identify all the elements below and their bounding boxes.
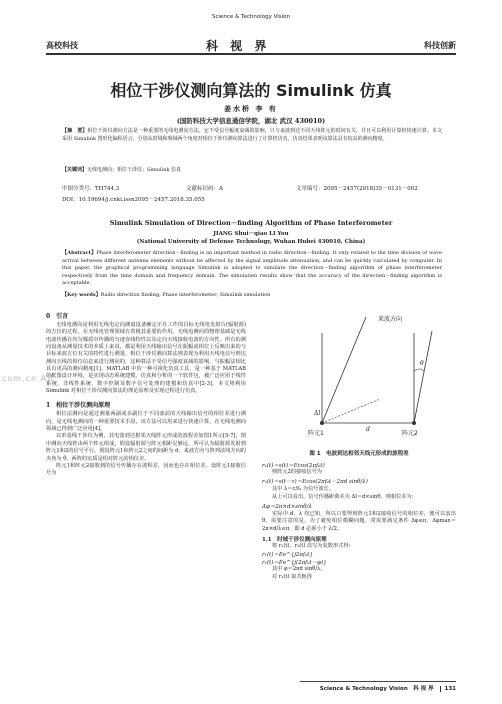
abstract-zh-text: 相位干涉仪测向方法是一种重要的无线电测向方法，它不受信号幅度衰减的影响，只与来波到达不同天线阵元的时间有关，并且可以利用计算机快速计算。本文采用 Simulink 图形化编程语言，分别从时域和频域两个角度对相位干涉仪测向算法进行了计算机仿真，仿真结果表明该算法具有较高的测向精度。 — [62, 128, 442, 142]
equation-3: Δφ＝2π×d×sinθ/λ — [262, 504, 312, 511]
english-title: Simulink Simulation of Direction－finding Algorithm of Phase Interferometer — [109, 219, 393, 227]
equation-1-note: 则阵元2的接收信号为 — [272, 469, 322, 475]
theta-label: θ — [420, 360, 424, 367]
subsection-1-1-heading: 1.1 时域干涉仪测向原理 — [262, 537, 327, 544]
section-0-heading: 0 引言 — [46, 313, 69, 320]
section-1-paragraph-3: 阵元1和阵元2接收到的信号传播存在波程差，因而也存在相位差。设阵元1接收信号为 — [46, 462, 246, 477]
figure-1-caption: 图 1 电波到达相邻天线元形成的波程差 — [309, 451, 409, 457]
incoming-direction-label: 来波方向 — [378, 316, 403, 323]
abstract-en — [62, 250, 442, 288]
keywords-en-text: Radio direction finding; Phase interferometer; Simulink simulation — [100, 292, 271, 298]
delta-l-label: Δl — [314, 410, 321, 417]
keywords-zh — [62, 167, 442, 175]
right-column — [262, 461, 456, 581]
header-center-label: 科 视 界 — [206, 39, 271, 53]
clc-number: 中图分类号：TH744.3 — [62, 186, 120, 192]
section-1-paragraph-1: 相位法测向是通过测量两副或多副位于不同波前的天线输出信号的相位差进行测向，是无线电测向的一种重要技术手段，该方法可以用来进行快速计算，在无线电测向领域已得到广泛应用[4]。 — [46, 411, 246, 433]
conjugate-paragraph: 对 r₁(t) 取共轭得 — [272, 573, 312, 580]
paper-authors: 姜水桥 李 有 — [224, 104, 278, 113]
time-domain-paragraph: 将 r₁(t)、r₂(t) 改写为复数形式得： — [272, 543, 354, 550]
header-right-label: 科技创新 — [424, 41, 456, 50]
page-number: 131 — [440, 686, 456, 692]
keywords-en-label: 【Key words】 — [62, 292, 101, 298]
english-authors: JIANG Shui－qiao LI You — [213, 231, 289, 237]
equation-2: r₂(t)＝s(t－τ)＝Ecos(2πf₀t－2πd sinθ/λ) — [262, 479, 368, 486]
antenna-1-label: 阵元1 — [308, 430, 324, 437]
footer — [320, 684, 456, 692]
left-column — [46, 311, 246, 478]
equation-5: r₂(t)＝Ee^{j(2πf₀t－φ)} — [262, 560, 327, 567]
keywords-zh-text: 无线电测向；相位干涉仪；Simulink 仿真 — [87, 167, 182, 173]
wave-ray-2 — [414, 331, 432, 423]
phi-definition: 其中 φ＝2πd sinθ/λ。 — [272, 566, 326, 573]
paper-affiliation: (国防科技大学信息通信学院，湖北 武汉 430010) — [176, 117, 326, 125]
header-left-label: 高校科技 — [46, 41, 78, 50]
antenna-2-label: 阵元2 — [402, 430, 418, 437]
antenna-1-marker — [320, 421, 324, 425]
article-number: 文章编号：2095－2457(2018)35－0131－002 — [296, 186, 418, 192]
theta-arc — [414, 369, 424, 371]
document-code: 文献标识码：A — [186, 186, 223, 192]
antenna-2-marker — [412, 421, 416, 425]
section-1-paragraph-2: 以单基线干涉仪为例，其电波到达相邻天线阵元形成的波程差如图1所示[5-7]，图中测向天线阵由两个阵元组成，假设辐射源与阵元相距足够远，所可认为辐射源发射到阵元1和2的信号平行。假设阵元1和阵元2之间的间距为 d，来波方向与阵列法线方向的夹角为 θ，两阵的实质是相对阵元的相位差。 — [46, 433, 246, 462]
footer-journal: Science & Technology Vision 科 视 界 — [319, 686, 434, 692]
figure-1-diagram — [262, 311, 456, 441]
solve-paragraph: 实际中 d、λ 均已知，所以只要得到阵元1和2接收信号的相位差，便可以求出 θ。需要注意的是，为了避免相位模糊问题，常需要满足条件 Δφ≤π，Δφmax＝2π×d/λ≤π，即 d 必须小于 λ/2。 — [262, 511, 456, 532]
footer-rule — [300, 681, 456, 682]
phase-paragraph: 从上可以看出，信号传播距离差为 Δl＝d×sinθ，则相位差为： — [272, 493, 417, 500]
section-0-paragraph: 无线电测向是利用无线电定向测量设备确定正在工作的目标无线电发射台(辐射源)的方位的过程。在无线电管理领域有着极其重要的作用。无线电测向的物理基础是无线电波传播在均匀媒质中传播的匀速直线特性以及定向天线接收电波的方向性。所有的测向设备从测量技术的本质上来说，都是利用天线输出信号在振幅或相位上反映出来的与目标来波方位有关的特性进行测量。相位干涉仪测向算法则表现为利用天线电信号则达测向天线的相位信息来进行测向的，这种算法不受信号强度衰减的影响，与振幅法相比具有更高的测向精度[1]。MATLAB 中的一种可视化仿真工具，是一种基于 MATLAB 的框图设计环境，是实现动态系统建模、仿真和分析的一个软件包，被广泛应用于线性系统、非线性系统、数字控制及数字信号处理的建模和仿真中[2-3]。本文将利用 Simulink 对相位干涉仪测向算法的理论原理及实现过程进行仿真。 — [46, 322, 246, 395]
figure-1 — [262, 311, 456, 461]
baseline-d-label: d — [366, 426, 370, 433]
abstract-zh-label: 【摘 要】 — [62, 128, 88, 134]
abstract-en-text: Phase interferometer direction－finding is an important method in radio direction－finding. It only related to the time division of wave arrival between different antenna elements without be affected by the signal amplitude attenuation, and can be quickly calculated by computer. In this paper, the graphical programming language Simulink is adopted to simulate the direction－finding algorithm of phase interferometer respectively from the time domain and frequency domain. The simulation results show that the accuracy of the direction－finding algorithm is acceptable. — [62, 250, 442, 286]
keywords-en — [62, 292, 442, 300]
doi: DOI：10.19694/j.cnki.issn2095－2457.2018.35.055 — [62, 197, 205, 203]
paper-title: 相位干涉仪测向算法的 Simulink 仿真 — [110, 81, 392, 100]
section-1-heading: 1 相位干涉仪测向原理 — [46, 402, 111, 410]
wavelength-note: 其中 λ＝c/f₀ 为信号波长。 — [272, 486, 334, 493]
watermark-text: com.cn All — [2, 374, 54, 383]
journal-name-top: Science & Technology Vision — [211, 14, 291, 20]
english-affiliation: (National University of Defense Technology, Wuhan Hubei 430010, China) — [136, 239, 366, 245]
keywords-zh-label: 【关键词】 — [62, 167, 88, 173]
equation-4: r₁(t)＝Ee^{j2πf₀t} — [262, 552, 313, 559]
header-rule — [46, 53, 456, 55]
wave-ray-1 — [322, 317, 366, 423]
abstract-en-label: 【Abstract】 — [62, 250, 97, 256]
abstract-zh — [62, 128, 442, 143]
equation-1: r₁(t)＝s(t)＝Ecos(2πf₀t) — [262, 463, 325, 469]
